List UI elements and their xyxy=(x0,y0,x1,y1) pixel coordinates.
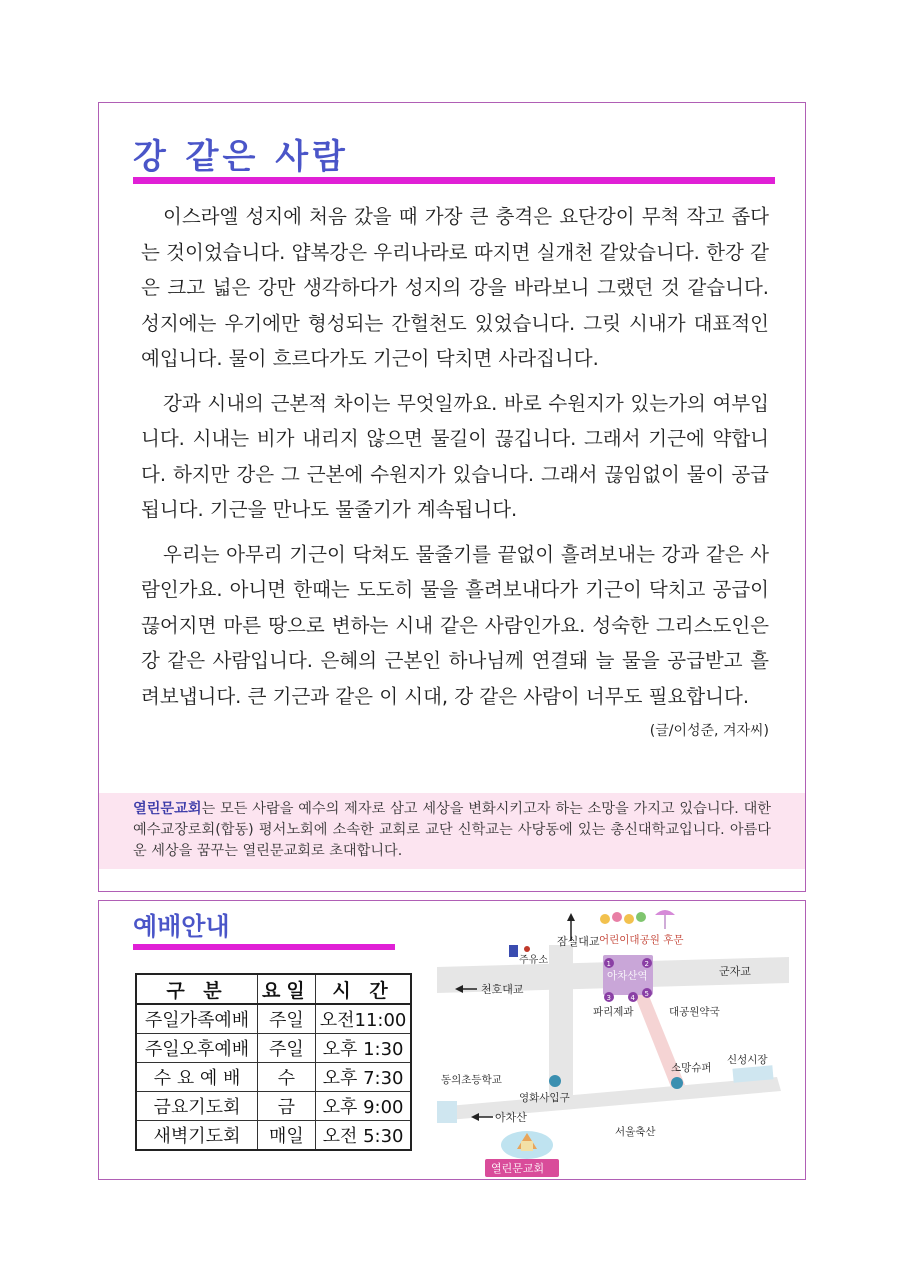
church-intro-text: 는 모든 사람을 예수의 제자로 삼고 세상을 변화시키고자 하는 소망을 가지고 있습니다. 대한예수교장로회(합동) 평서노회에 소속한 교회로 교단 신학교는 사당동에 있는 총신대학교입니다. 아름다운 세상을 꿈꾸는 열린문교회로 초대합니다. xyxy=(133,801,771,859)
service-name: 새벽기도회 xyxy=(136,1121,258,1151)
service-time: 오전11:00 xyxy=(315,1004,411,1034)
bus-stop-icon xyxy=(671,1077,683,1089)
school-strip xyxy=(437,1101,457,1123)
service-name: 수 요 예 배 xyxy=(136,1063,258,1092)
table-header-row xyxy=(136,974,411,1004)
label-gas-station: 주유소 xyxy=(519,955,548,966)
label-paris: 파리제과 xyxy=(593,1006,634,1018)
header-name: 구 분 xyxy=(136,974,258,1004)
table-row xyxy=(136,1121,411,1151)
service-time: 오후 1:30 xyxy=(315,1034,411,1063)
church-name: 열린문교회 xyxy=(133,801,202,817)
label-children-park: 어린이대공원 후문 xyxy=(599,934,684,946)
label-dongui: 동의초등학교 xyxy=(441,1074,502,1086)
article-box xyxy=(98,102,806,892)
title-underline xyxy=(133,177,775,184)
service-name: 금요기도회 xyxy=(136,1092,258,1121)
article-paragraph-1: 이스라엘 성지에 처음 갔을 때 가장 큰 충격은 요단강이 무척 작고 좁다는 것이었습니다. 얍복강은 우리나라로 따지면 실개천 같았습니다. 한강 같은 크고 넓은 강만 생각하다가 성지의 강을 바라보니 그랬던 것 같습니다. 성지에는 우기에만 형성되는 간헐천도 있었습니다. 그릿 시내가 대표적인 예입니다. 물이 흐르다가도 기근이 닥치면 사라집니다. xyxy=(141,205,769,370)
park-icon xyxy=(600,910,675,929)
label-station: 아차산역 xyxy=(607,970,648,982)
label-seoul-meat: 서울축산 xyxy=(615,1126,656,1138)
article-body xyxy=(141,199,769,750)
worship-box xyxy=(98,900,806,1180)
arrow-jamsil-head xyxy=(567,913,575,921)
service-name: 주일오후예배 xyxy=(136,1034,258,1063)
worship-underline xyxy=(133,944,395,950)
exit-5: 5 xyxy=(644,990,649,998)
service-time: 오후 9:00 xyxy=(315,1092,411,1121)
label-sinseong: 신성시장 xyxy=(727,1054,768,1066)
article-paragraph-3 xyxy=(141,537,769,739)
header-time: 시 간 xyxy=(315,974,411,1004)
label-church: 열린문교회 xyxy=(491,1162,545,1175)
service-day: 매일 xyxy=(258,1121,316,1151)
label-cheonho: 천호대교 xyxy=(481,983,524,996)
worship-schedule-table xyxy=(135,973,412,1151)
label-jamsil: 잠실대교 xyxy=(557,935,600,948)
article-paragraph-2: 강과 시내의 근본적 차이는 무엇일까요. 바로 수원지가 있는가의 여부입니다. 시내는 비가 내리지 않으면 물길이 끊깁니다. 그래서 기근에 약합니다. 하지만 강은 그 근본에 수원지가 있습니다. 그래서 끊임없이 물이 공급됩니다. 기근을 만나도 물줄기가 계속됩니다. xyxy=(141,391,769,521)
article-byline: (글/이성준, 겨자씨) xyxy=(649,723,769,739)
table-row xyxy=(136,1092,411,1121)
table-row xyxy=(136,1034,411,1063)
article-paragraph-3-text: 우리는 아무리 기근이 닥쳐도 물줄기를 끝없이 흘려보내는 강과 같은 사람인가요. 아니면 한때는 도도히 물을 흘려보내다가 기근이 닥치고 공급이 끊어지면 마른 땅으로 변하는 시내 같은 사람인가요. 성숙한 그리스도인은 강 같은 사람입니다. 은혜의 근본인 하나님께 연결돼 늘 물을 공급받고 흘려보냅니다. 큰 기근과 같은 이 시대, 강 같은 사람이 너무도 필요합니다. xyxy=(141,542,769,708)
service-day: 주일 xyxy=(258,1034,316,1063)
service-name: 주일가족예배 xyxy=(136,1004,258,1034)
service-day: 수 xyxy=(258,1063,316,1092)
exit-1: 1 xyxy=(606,960,611,968)
service-day: 금 xyxy=(258,1092,316,1121)
directions-map xyxy=(437,905,789,1177)
article-title: 강 같은 사람 xyxy=(133,137,349,177)
service-day: 주일 xyxy=(258,1004,316,1034)
exit-2: 2 xyxy=(644,960,649,968)
service-time: 오전 5:30 xyxy=(315,1121,411,1151)
church-intro xyxy=(99,793,805,869)
label-yeonghwa: 영화사입구 xyxy=(519,1092,570,1104)
service-time: 오후 7:30 xyxy=(315,1063,411,1092)
exit-3: 3 xyxy=(606,994,611,1002)
header-day: 요일 xyxy=(258,974,316,1004)
label-gunja: 군자교 xyxy=(719,965,751,978)
bus-stop-icon xyxy=(549,1075,561,1087)
worship-title: 예배안내 xyxy=(133,912,230,941)
label-pharmacy: 대공원약국 xyxy=(669,1006,720,1018)
exit-4: 4 xyxy=(630,994,635,1002)
label-achasan: 아차산 xyxy=(495,1111,527,1124)
label-somang: 소망슈퍼 xyxy=(671,1062,712,1074)
church-icon xyxy=(501,1131,553,1159)
table-row xyxy=(136,1004,411,1034)
table-row xyxy=(136,1063,411,1092)
